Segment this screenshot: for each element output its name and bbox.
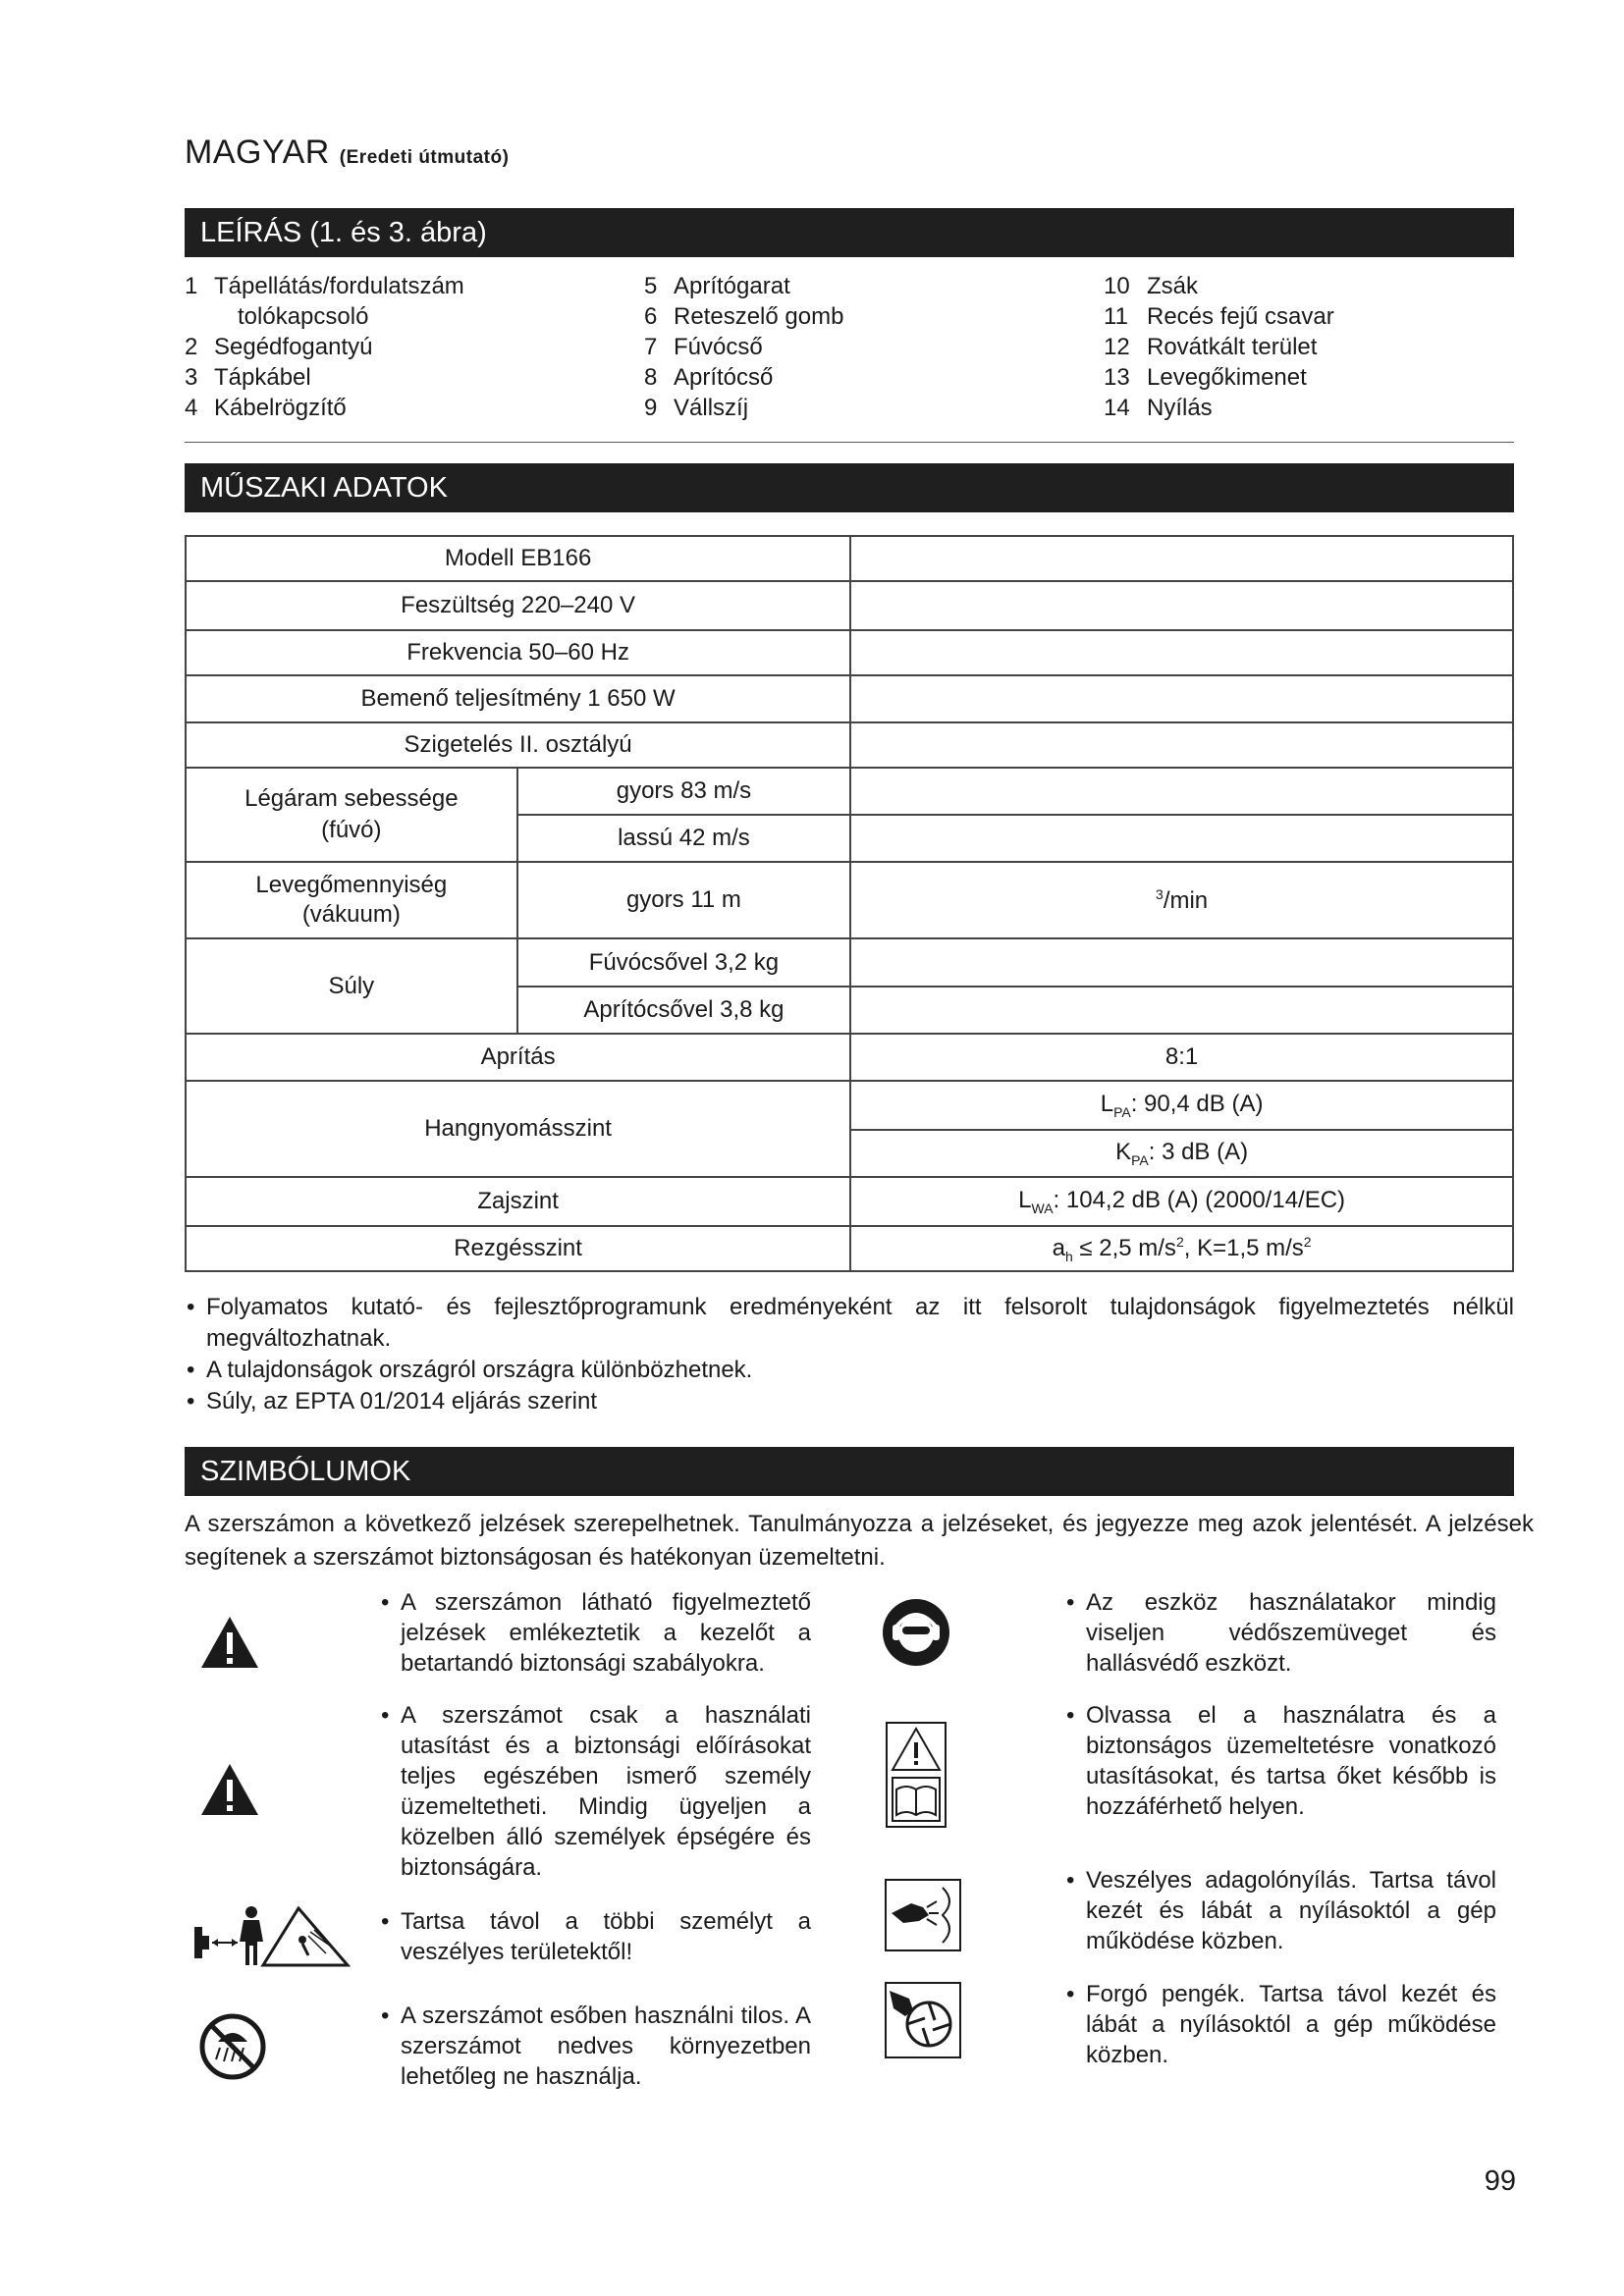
rotating-blades-icon — [884, 1981, 962, 2059]
read-manual-icon — [885, 1721, 947, 1829]
list-item: 3 Tápkábel — [185, 364, 311, 391]
symbol-text: • Az eszköz használatakor mindig viseljen védőszemüveget és hallásvédő eszközt. — [1064, 1587, 1496, 1679]
symbol-text: • Tartsa távol a többi személyt a veszélyes területektől! — [379, 1906, 811, 1967]
symbol-text: • A szerszámon látható figyelmeztető jelzések emlékeztetik a kezelőt a betartandó biztonsági szabályokra. — [379, 1587, 811, 1679]
list-item: • Súly, az EPTA 01/2014 eljárás szerint — [185, 1386, 1514, 1417]
table-row: Levegőmennyiség (vákuum) gyors 11 m $^3$/min — [186, 862, 1513, 938]
section-heading-symbols: SZIMBÓLUMOK — [185, 1447, 1514, 1496]
symbols-intro: A szerszámon a következő jelzések szerepelhetnek. Tanulmányozza a jelzéseket, és jegyezze meg azok jelentését. A jelzések segítenek a szerszámot biztonságosan és hatékonyan üzemeltetni. — [185, 1511, 1534, 1571]
section-heading-specs: MŰSZAKI ADATOK — [185, 463, 1514, 512]
list-item: 9 Vállszíj — [644, 395, 749, 421]
list-item: 14 Nyílás — [1104, 395, 1213, 421]
list-item: 10 Zsák — [1104, 273, 1199, 299]
list-item: 5 Aprítógarat — [644, 273, 790, 299]
warning-triangle-icon — [199, 1615, 260, 1670]
section-heading-description: LEÍRÁS (1. és 3. ábra) — [185, 208, 1514, 257]
list-item: 2 Segédfogantyú — [185, 334, 373, 360]
table-row: $K_{PA}$: 3 dB (A) — [186, 1130, 1513, 1177]
symbol-text: • Forgó pengék. Tartsa távol kezét és lábát a nyílásoktól a gép működése közben. — [1064, 1979, 1496, 2070]
list-item: 13 Levegőkimenet — [1104, 364, 1307, 391]
keep-bystanders-away-icon — [192, 1902, 361, 1971]
list-item: 4 Kábelrögzítő — [185, 395, 347, 421]
warning-triangle-icon — [199, 1762, 260, 1817]
table-row: Aprítás 8:1 — [186, 1034, 1513, 1081]
divider — [185, 442, 1514, 443]
table-row: Feszültség 220–240 V — [186, 581, 1513, 630]
table-row: Bemenő teljesítmény 1 650 W — [186, 675, 1513, 722]
hazardous-intake-icon — [884, 1878, 962, 1952]
table-row: Rezgésszint $a_h \le 2,5$ $m/s^2$, K=1,5 $m/s^2$ — [186, 1226, 1513, 1271]
table-row: Légáram sebessége (fúvó) gyors 83 m/s — [186, 768, 1513, 815]
list-item: 11 Recés fejű csavar — [1104, 303, 1334, 330]
symbol-text: • A szerszámot csak a használati utasítást és a biztonsági előírásokat teljes egészében ismerő személy üzemeltetheti. Mindig ügyeljen a közelben álló személyek épségére és biztonságára. — [379, 1700, 811, 1883]
list-item: 12 Rovátkált terület — [1104, 334, 1318, 360]
list-item: 7 Fúvócső — [644, 334, 763, 360]
symbol-text: • A szerszámot esőben használni tilos. A szerszámot nedves környezetben lehetőleg ne használja. — [379, 2001, 811, 2092]
symbol-text: • Veszélyes adagolónyílás. Tartsa távol kezét és lábát a nyílásoktól a gép működése közben. — [1064, 1865, 1496, 1956]
spec-notes — [185, 1292, 1514, 1417]
language-title: MAGYAR — [185, 133, 330, 171]
table-row: Zajszint $L_{WA}$: 104,2 dB (A) (2000/14/EC) — [186, 1177, 1513, 1226]
list-item: 6 Reteszelő gomb — [644, 303, 844, 330]
table-row: Súly Fúvócsővel 3,2 kg — [186, 938, 1513, 987]
list-item-continuation: tolókapcsoló — [238, 303, 369, 330]
list-item: 1 Tápellátás/fordulatszám — [185, 273, 464, 299]
table-row: Szigetelés II. osztályú — [186, 722, 1513, 768]
page-number: 99 — [1484, 2165, 1516, 2197]
table-row: Aprítócsővel 3,8 kg — [186, 987, 1513, 1034]
table-row: Frekvencia 50–60 Hz — [186, 630, 1513, 675]
table-row: Hangnyomásszint $L_{PA}$: 90,4 dB (A) — [186, 1081, 1513, 1130]
no-rain-icon — [198, 2012, 267, 2081]
page-language-header — [185, 133, 509, 172]
list-item: • A tulajdonságok országról országra különbözhetnek. — [185, 1355, 1514, 1386]
spec-table — [185, 535, 1514, 1272]
symbol-text: • Olvassa el a használatra és a biztonságos üzemeltetésre vonatkozó utasításokat, és tartsa őket később is hozzáférhető helyen. — [1064, 1700, 1496, 1822]
list-item: 8 Aprítócső — [644, 364, 774, 391]
table-row: Modell EB166 — [186, 536, 1513, 581]
list-item: • Folyamatos kutató- és fejlesztőprogramunk eredményeként az itt felsorolt tulajdonságok figyelmeztetés nélkül megváltozhatnak. — [185, 1292, 1514, 1355]
wear-eye-ear-protection-icon — [881, 1597, 951, 1668]
table-row: lassú 42 m/s — [186, 815, 1513, 862]
language-subtitle: (Eredeti útmutató) — [339, 147, 510, 168]
